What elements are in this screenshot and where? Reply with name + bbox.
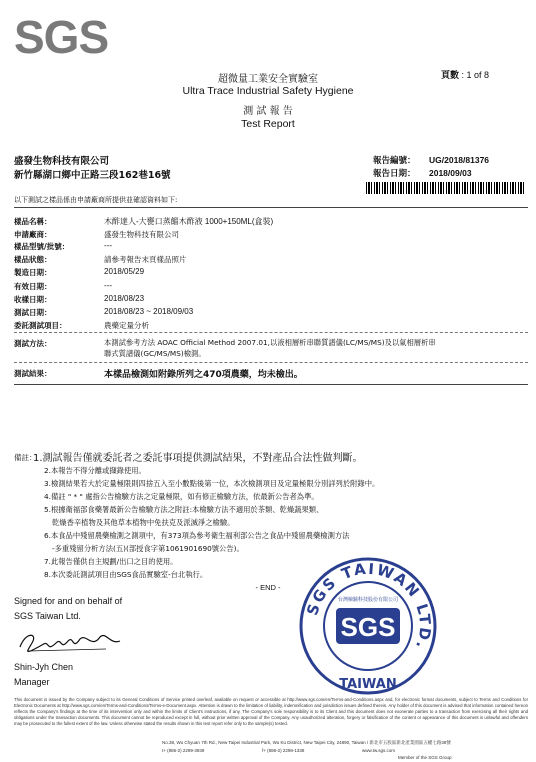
method-line: 本測試參考方法 AOAC Official Method 2007.01,以液相層析串聯質譜儀(LC/MS/MS)及以氣相層析串 — [104, 338, 436, 347]
page-value: : 1 of 8 — [461, 70, 490, 80]
remark-item: 8.本次委託測試項目由SGS食品實驗室-台北執行。 — [44, 570, 208, 579]
website-link[interactable]: www.tw.sgs.com — [362, 748, 396, 753]
phone-number: t+ (886-2) 2299-3939 — [162, 748, 205, 753]
signed-for-text: Signed for and on behalf of — [14, 596, 123, 606]
remark-item: 7.此報告僅供自主規劃/出口之目的使用。 — [44, 557, 178, 566]
report-title-en: Test Report — [241, 118, 295, 130]
report-date — [373, 167, 472, 179]
divider-method — [14, 332, 528, 333]
field-value-test-date: 2018/08/23 ~ 2018/09/03 — [104, 307, 194, 316]
remark-item: -多重殘留分析方法(五)(部授食字第1061901690號公告)。 — [52, 544, 244, 553]
svg-text:台灣檢驗科技股份有限公司: 台灣檢驗科技股份有限公司 — [337, 597, 399, 603]
sgs-logo: SGS — [14, 11, 109, 63]
remark-item: 4.備註 " * " 處指公告檢驗方法之定量極限，如有修正檢驗方法，依最新公告者為準。 — [44, 492, 319, 501]
field-label: 委託測試項目： — [14, 321, 67, 330]
svg-text:TAIWAN: TAIWAN — [339, 677, 397, 692]
field-value-test-item: 農藥定量分析 — [104, 321, 149, 330]
page-number — [441, 68, 489, 81]
intro-text: 以下測試之樣品係由申請廠商所提供並確認資料如下: — [14, 196, 178, 204]
field-label: 有效日期： — [14, 282, 52, 291]
divider-bottom — [14, 384, 528, 385]
divider-top — [14, 207, 528, 208]
field-label: 測試日期： — [14, 308, 52, 317]
field-label: 樣品狀態： — [14, 255, 52, 264]
field-label: 申請廠商： — [14, 230, 52, 239]
field-value-expiry: --- — [104, 281, 113, 290]
signer-name: Shin-Jyh Chen — [14, 662, 74, 672]
remark-item: 乾燥香辛植物及其他草本植物中免扶克及派滅淨之檢驗。 — [52, 518, 235, 527]
remarks-label: 備註： — [14, 453, 37, 462]
field-label: 樣品名稱： — [14, 217, 52, 226]
report-barcode — [366, 182, 526, 194]
svg-text:SGS TAIWAN LTD.: SGS TAIWAN LTD. — [303, 559, 435, 654]
signer-title: Manager — [14, 677, 50, 687]
field-label: 製造日期： — [14, 268, 52, 277]
report-title-zh: 測 試 報 告 — [243, 106, 293, 117]
company-address: No.38, Wu Chyuan 7th Rd., New Taipei Industrial Park, Wu Ku District, New Taipei City, 24890, Taiwan / 新北市五股區新北產業園區五權七路38號 — [162, 740, 451, 745]
page-label: 頁數 — [441, 71, 460, 81]
method-line: 聯式質譜儀(GC/MS/MS)檢測。 — [104, 349, 206, 358]
remark-item: 6.本食品中殘留農藥檢測之測項中，有373項為參考衛生福利部公告之食品中殘留農藥檢測方法 — [44, 531, 350, 540]
field-value-status: 請參考報告末頁樣品照片 — [104, 255, 187, 264]
lab-name-zh: 超微量工業安全實驗室 — [218, 74, 318, 85]
remark-item: 1.測試報告僅就委託者之委託事項提供測試結果，不對產品合法性做判斷。 — [33, 453, 363, 464]
method-label: 測試方法： — [14, 339, 52, 348]
result-text: 本樣品檢測如附錄所列之470項農藥，均未檢出。 — [104, 370, 303, 380]
svg-text:SGS: SGS — [340, 612, 396, 642]
field-label: 收樣日期： — [14, 295, 52, 304]
method-text — [104, 337, 524, 359]
fax-number: f+ (886-2) 2298-1338 — [262, 748, 305, 753]
handwritten-signature — [16, 625, 124, 659]
field-value-mfg-date: 2018/05/29 — [104, 267, 145, 276]
field-value-sample-name: 木酢達人-大甕口蒸餾木酢液 1000+150ML(盒裝) — [104, 217, 274, 226]
report-date-value: 2018/09/03 — [429, 168, 472, 178]
member-text: Member of the SGS Group — [398, 755, 452, 760]
report-number-label: 報告編號： — [373, 156, 416, 166]
end-marker: - END - — [255, 583, 281, 592]
report-number-value: UG/2018/81376 — [429, 155, 490, 165]
client-name: 盛發生物科技有限公司 — [14, 156, 110, 167]
report-number — [373, 154, 489, 166]
field-value-received: 2018/08/23 — [104, 294, 145, 303]
field-value-model: --- — [104, 241, 113, 250]
result-label: 測試結果： — [14, 369, 52, 378]
remark-item: 2.本報告不得分離或擷錄使用。 — [44, 466, 146, 475]
report-date-label: 報告日期： — [373, 169, 416, 179]
field-value-applicant: 盛發生物科技有限公司 — [104, 230, 179, 239]
company-name: SGS Taiwan Ltd. — [14, 611, 81, 621]
company-seal — [298, 556, 438, 696]
remark-item: 3.檢測結果若大於定量極限則四捨五入至小數點後第一位，本次檢測項目及定量極限分別詳列於附錄中。 — [44, 479, 380, 488]
field-label: 樣品型號/批號： — [14, 242, 70, 251]
remark-item: 5.根據衛福部食藥署最新公告檢驗方法之附註:本檢驗方法不適用於茶類、乾燥蔬果類、 — [44, 505, 324, 514]
legal-disclaimer: This document is issued by the Company subject to its General Conditions of Service printed overleaf, available on request or accessible at http://www.sgs.com/en/Terms-and-Conditions.aspx and, for electronic format documents, subject to Terms and Conditions for Electronic Documents at http://www.sgs.com/en/Terms-and-Conditions/Terms-e-Document.aspx. Attention is drawn to the limitation of liability, indemnification and jurisdiction issues defined therein. Any holder of this document is advised that information contained hereon reflects the Company's findings at the time of its intervention only and within the limits of Client's instructions, if any. The Company's sole responsibility is to its Client and this document does not exonerate parties to a transaction from exercising all their rights and obligations under the transaction documents. This document cannot be reproduced except in full, without prior written approval of the Company. Any unauthorized alteration, forgery or falsification of the content or appearance of this document is unlawful and offenders may be prosecuted to the fullest extent of the law. Unless otherwise stated the results shown in this test report refer only to the sample(s) tested. — [14, 697, 528, 726]
client-address: 新竹縣湖口鄉中正路三段162巷16號 — [14, 170, 171, 181]
lab-name-en: Ultra Trace Industrial Safety Hygiene — [182, 85, 354, 97]
divider-result — [14, 362, 528, 363]
